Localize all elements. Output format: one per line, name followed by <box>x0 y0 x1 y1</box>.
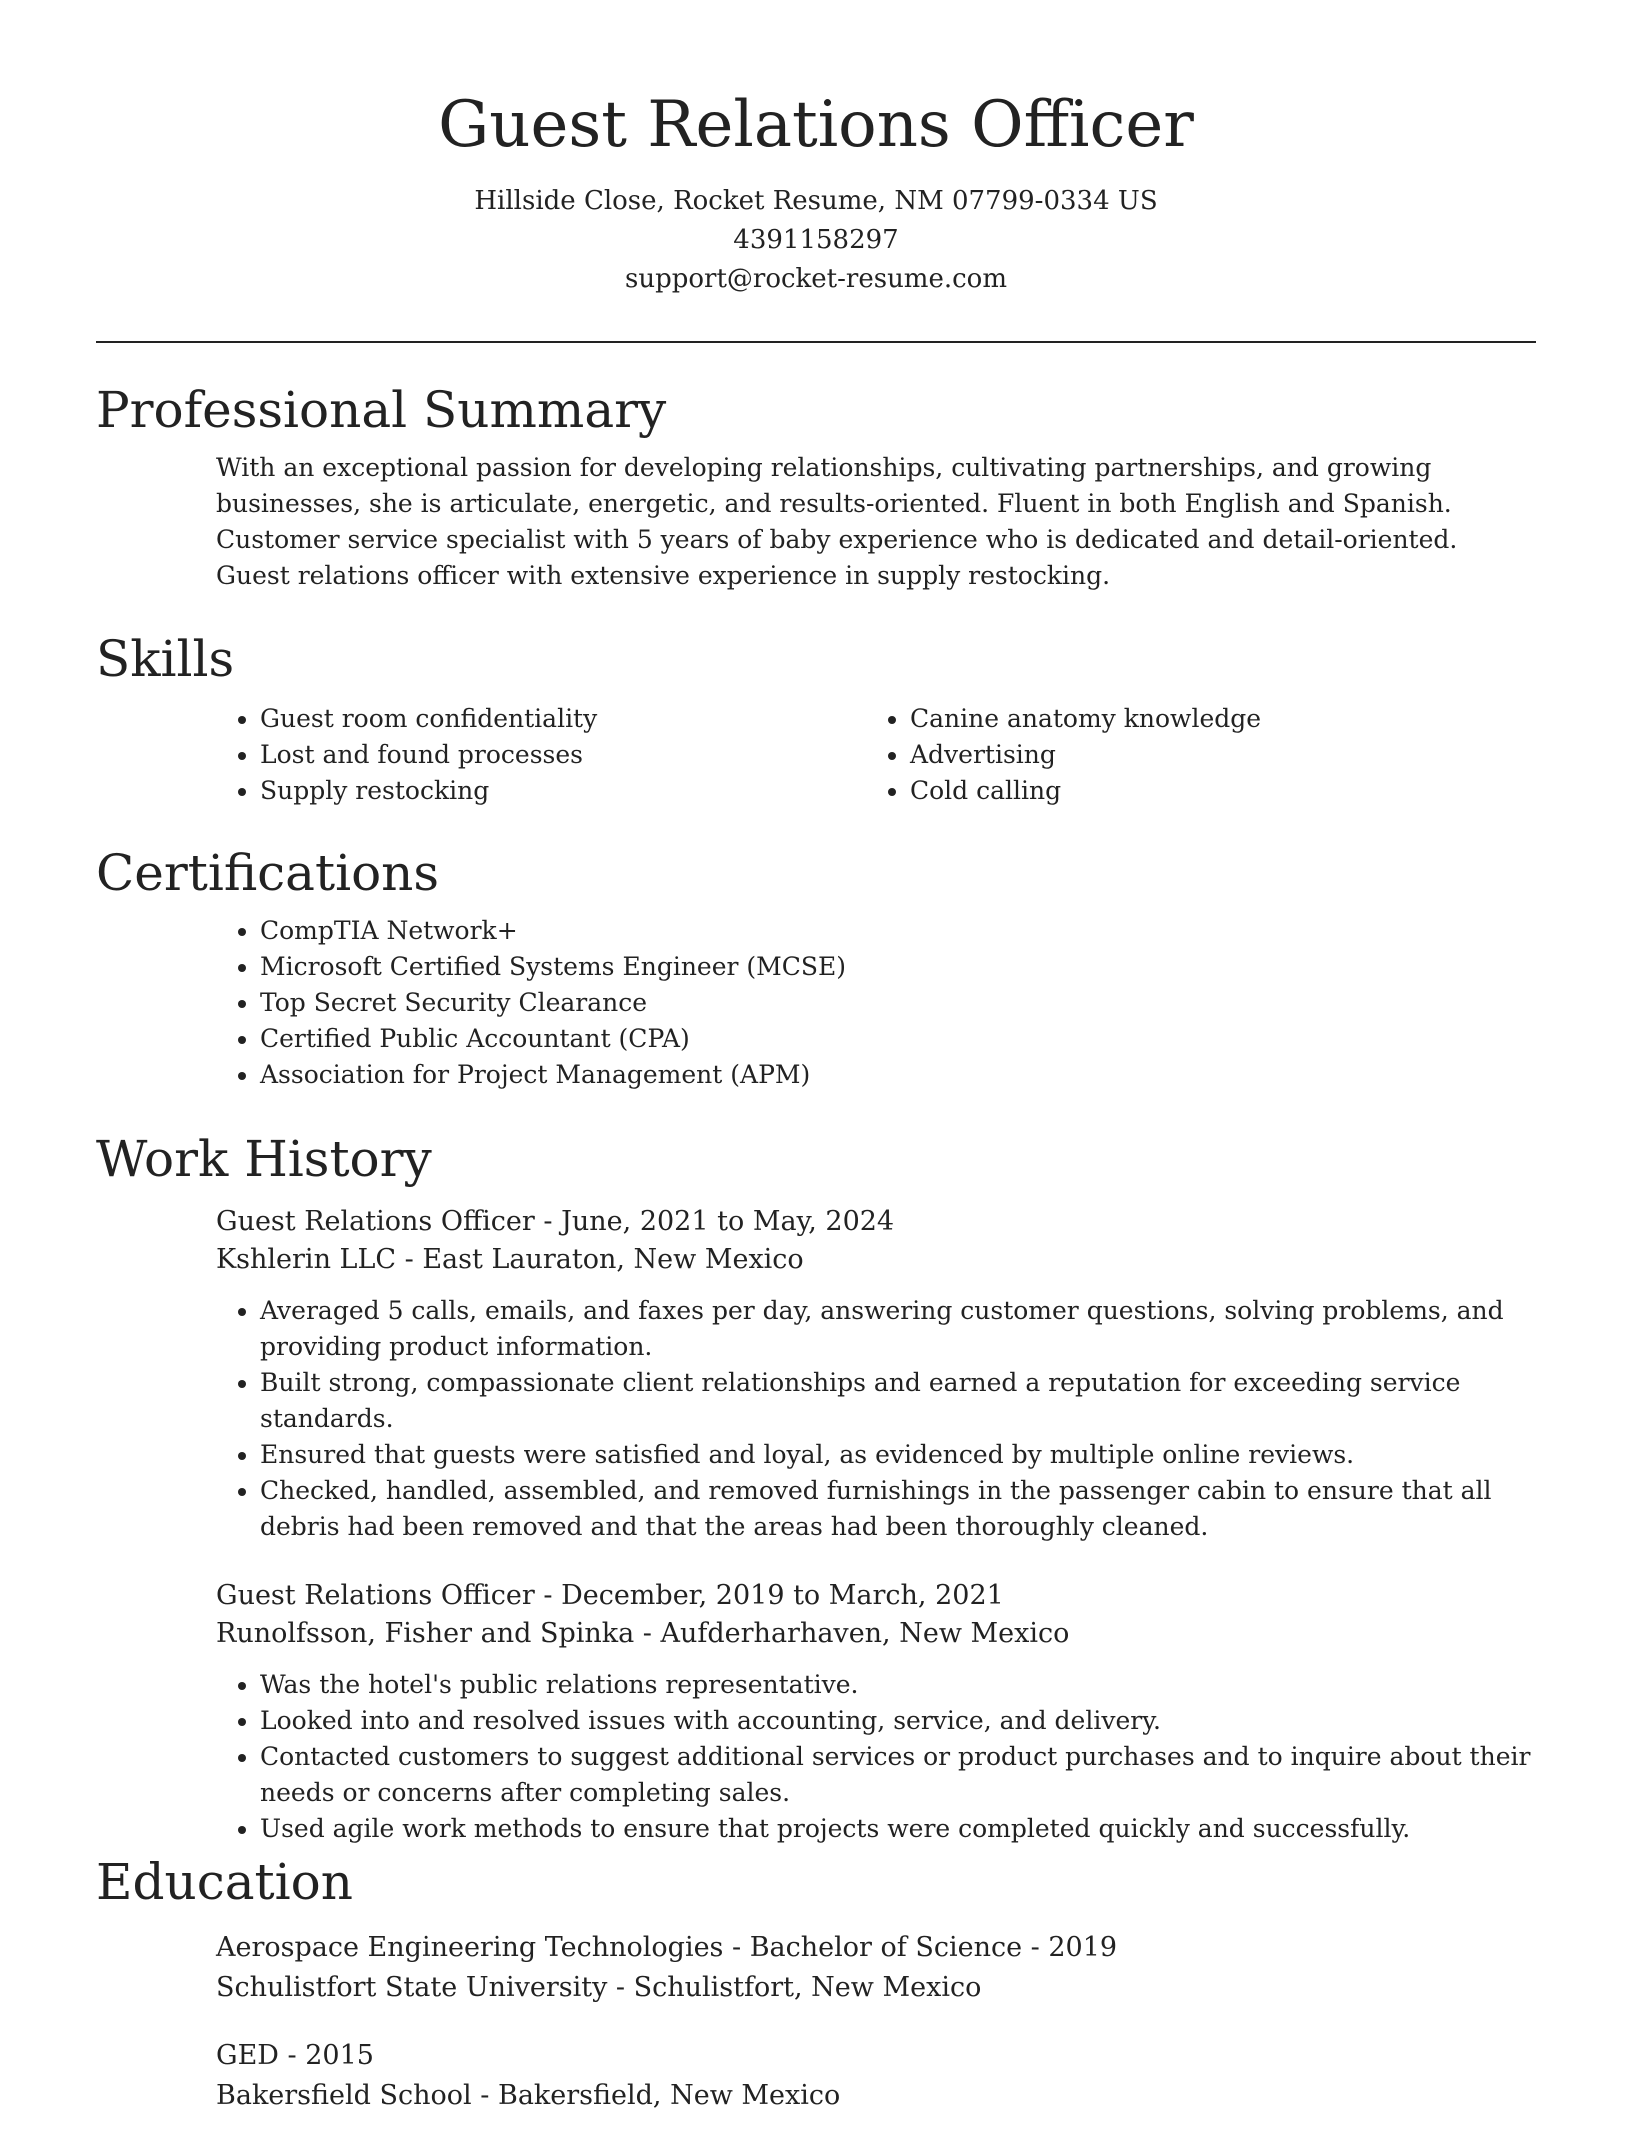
resume-header <box>0 0 1632 299</box>
education-entry <box>216 2036 1536 2116</box>
education-heading: Education <box>96 1853 353 1911</box>
education-school-line <box>216 1968 1536 2008</box>
skills-column-right <box>866 701 1516 809</box>
job-entry <box>216 1577 1536 1847</box>
summary-body <box>216 450 1536 594</box>
skill-item: • Supply restocking <box>260 773 866 809</box>
work-history-body <box>216 1203 1536 1847</box>
certifications-heading: Certifications <box>96 844 440 902</box>
job-bullet: • Built strong, compassionate client relationships and earned a reputation for exceeding service standards. <box>260 1365 1536 1437</box>
skill-item: • Lost and found processes <box>260 737 866 773</box>
education-degree-line: Aerospace Engineering Technologies - Bachelor of Science - 2019 <box>216 1932 1118 1963</box>
certifications-section <box>96 841 1536 1093</box>
certification-item: • CompTIA Network+ <box>260 913 1536 949</box>
education-entry <box>216 1928 1536 2008</box>
education-location: - Schulistfort, New Mexico <box>607 1972 982 2003</box>
job-dates: - June, 2021 to May, 2024 <box>534 1206 895 1237</box>
job-entry <box>216 1203 1536 1545</box>
education-school-line <box>216 2076 1536 2116</box>
contact-block <box>0 182 1632 299</box>
job-company-line <box>216 1615 1536 1653</box>
skill-item: • Canine anatomy knowledge <box>910 701 1516 737</box>
work-history-section <box>96 1127 1536 1879</box>
job-bullet: • Checked, handled, assembled, and removed furnishings in the passenger cabin to ensure that all debris had been removed and that the areas had been thoroughly cleaned. <box>260 1473 1536 1545</box>
job-bullet: • Was the hotel's public relations representative. <box>260 1667 1536 1703</box>
job-bullet: • Contacted customers to suggest additional services or product purchases and to inquire about their needs or concerns after completing sales. <box>260 1739 1536 1811</box>
education-degree-line: GED - 2015 <box>216 2040 374 2071</box>
job-company: Kshlerin LLC <box>216 1244 397 1275</box>
job-role: Guest Relations Officer <box>216 1206 535 1237</box>
job-bullet: • Looked into and resolved issues with accounting, service, and delivery. <box>260 1703 1536 1739</box>
education-location: - Bakersfield, New Mexico <box>471 2080 841 2111</box>
skills-body <box>216 701 1536 809</box>
contact-phone: 4391158297 <box>733 225 899 255</box>
summary-section <box>96 378 1536 594</box>
job-bullet: • Used agile work methods to ensure that projects were completed quickly and successfully. <box>260 1811 1536 1847</box>
education-school: Schulistfort State University <box>216 1972 608 2003</box>
education-school: Bakersfield School <box>216 2080 472 2111</box>
skill-item: • Advertising <box>910 737 1516 773</box>
certifications-body <box>216 913 1536 1093</box>
job-dates: - December, 2019 to March, 2021 <box>534 1580 1004 1611</box>
job-title-line <box>216 1203 1536 1241</box>
certification-item: • Top Secret Security Clearance <box>260 985 1536 1021</box>
job-bullet: • Averaged 5 calls, emails, and faxes per day, answering customer questions, solving problems, and providing product information. <box>260 1293 1536 1365</box>
summary-text: With an exceptional passion for developing relationships, cultivating partnerships, and growing businesses, she is articulate, energetic, and results-oriented. Fluent in both English and Spanish. Customer service specialist with 5 years of baby experience who is dedicated and detail-oriented. Guest relations officer with extensive experience in supply restocking. <box>216 453 1458 590</box>
job-location: - East Lauraton, New Mexico <box>396 1244 804 1275</box>
job-location: - Aufderharhaven, New Mexico <box>634 1618 1070 1649</box>
summary-heading: Professional Summary <box>96 381 667 439</box>
contact-email: support@rocket-resume.com <box>624 264 1007 294</box>
skills-columns <box>216 701 1536 809</box>
skill-item: • Guest room confidentiality <box>260 701 866 737</box>
certification-item: • Association for Project Management (APM) <box>260 1057 1536 1093</box>
job-company: Runolfsson, Fisher and Spinka <box>216 1618 635 1649</box>
job-title-line <box>216 1577 1536 1615</box>
skills-column-left <box>216 701 866 809</box>
certification-item: • Microsoft Certified Systems Engineer (MCSE) <box>260 949 1536 985</box>
job-role: Guest Relations Officer <box>216 1580 535 1611</box>
skills-heading: Skills <box>96 630 235 688</box>
resume-name: Guest Relations Officer <box>438 88 1194 162</box>
job-bullet: • Ensured that guests were satisfied and loyal, as evidenced by multiple online reviews. <box>260 1437 1536 1473</box>
job-company-line <box>216 1241 1536 1279</box>
header-divider <box>96 341 1536 343</box>
certification-item: • Certified Public Accountant (CPA) <box>260 1021 1536 1057</box>
skill-item: • Cold calling <box>910 773 1516 809</box>
work-history-heading: Work History <box>96 1130 432 1188</box>
skills-section <box>96 627 1536 809</box>
education-body <box>216 1928 1536 2116</box>
contact-address: Hillside Close, Rocket Resume, NM 07799-0334 US <box>474 186 1158 216</box>
education-section <box>96 1850 1536 2144</box>
